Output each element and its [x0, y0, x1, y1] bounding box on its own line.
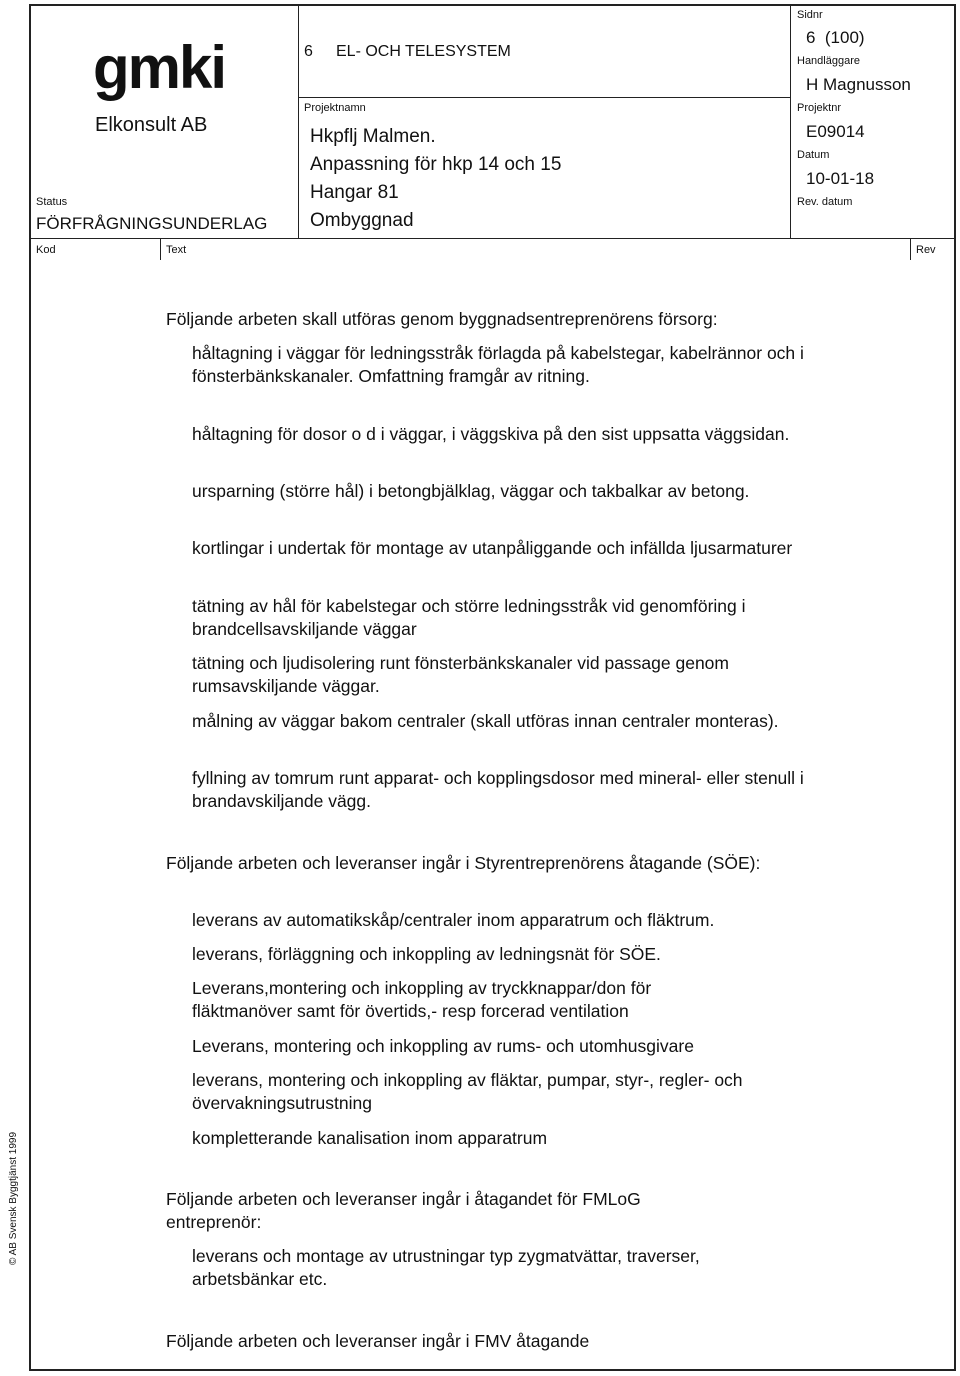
divider	[30, 238, 955, 239]
divider	[298, 97, 790, 98]
divider	[160, 238, 161, 260]
sidnr-label: Sidnr	[797, 9, 823, 21]
status-label: Status	[36, 196, 68, 208]
company-logo: gmki	[93, 34, 226, 101]
list-item: Leverans, montering och inkoppling av rums- och utomhusgivare	[192, 1036, 694, 1056]
section-intro: Följande arbeten och leveranser ingår i åtagandet för FMLoG entreprenör:	[166, 1189, 641, 1232]
list-item: målning av väggar bakom centraler (skall utföras innan centraler monteras).	[192, 711, 779, 731]
list-item: leverans, montering och inkoppling av fläktar, pumpar, styr-, regler- och övervakningsutrustning	[192, 1070, 743, 1113]
copyright-notice: © AB Svensk Byggtjänst 1999	[8, 1131, 19, 1265]
section-intro: Följande arbeten och leveranser ingår i FMV åtagande	[166, 1331, 590, 1351]
list-item: kompletterande kanalisation inom apparatrum	[192, 1128, 548, 1148]
divider	[298, 5, 299, 238]
datum-value: 10-01-18	[806, 169, 875, 188]
project-name-line: Hkpflj Malmen.	[310, 126, 436, 147]
project-name-line: Ombyggnad	[310, 210, 414, 231]
section-intro: Följande arbeten och leveranser ingår i Styrentreprenörens åtagande (SÖE):	[166, 853, 761, 873]
list-item: håltagning i väggar för ledningsstråk förlagda på kabelstegar, kabelrännor och i fönsterbänkskanaler. Omfattning framgår av ritning.	[192, 343, 804, 386]
list-item: tätning av hål för kabelstegar och större ledningsstråk vid genomföring i brandcellsavskiljande väggar	[192, 596, 746, 639]
rev-label: Rev	[916, 244, 936, 256]
list-item: fyllning av tomrum runt apparat- och kopplingsdosor med mineral- eller stenull i brandavskiljande vägg.	[192, 768, 804, 811]
company-name: Elkonsult AB	[95, 114, 208, 136]
list-item: Leverans,montering och inkoppling av tryckknappar/don för fläktmanöver samt för övertids,- resp forcerad ventilation	[192, 978, 652, 1021]
project-name	[310, 123, 561, 235]
rev-datum-label: Rev. datum	[797, 196, 853, 208]
kod-label: Kod	[36, 244, 56, 256]
projektnamn-label: Projektnamn	[304, 102, 366, 114]
project-name-line: Hangar 81	[310, 182, 399, 203]
status-value: FÖRFRÅGNINGSUNDERLAG	[36, 214, 268, 233]
projektnr-value: E09014	[806, 122, 865, 141]
sidnr-value: 6 (100)	[806, 28, 865, 47]
handlaggare-label: Handläggare	[797, 55, 860, 67]
list-item: leverans och montage av utrustningar typ zygmatvättar, traverser, arbetsbänkar etc.	[192, 1246, 700, 1289]
list-item: tätning och ljudisolering runt fönsterbänkskanaler vid passage genom rumsavskiljande väggar.	[192, 653, 729, 696]
list-item: håltagning för dosor o d i väggar, i väggskiva på den sist uppsatta väggsidan.	[192, 424, 790, 444]
chapter-title: EL- OCH TELESYSTEM	[336, 43, 511, 60]
project-name-line: Anpassning för hkp 14 och 15	[310, 154, 562, 175]
text-label: Text	[166, 244, 187, 256]
projektnr-label: Projektnr	[797, 102, 842, 114]
list-item: leverans, förläggning och inkoppling av ledningsnät för SÖE.	[192, 944, 661, 964]
handlaggare-value: H Magnusson	[806, 75, 911, 94]
section-intro: Följande arbeten skall utföras genom byggnadsentreprenörens försorg:	[166, 309, 718, 329]
divider	[910, 238, 911, 260]
list-item: ursparning (större hål) i betongbjälklag, väggar och takbalkar av betong.	[192, 481, 750, 501]
divider	[790, 5, 791, 238]
list-item: leverans av automatikskåp/centraler inom apparatrum och fläktrum.	[192, 910, 715, 930]
chapter-number: 6	[304, 43, 313, 60]
list-item: kortlingar i undertak för montage av utanpåliggande och infällda ljusarmaturer	[192, 538, 793, 558]
datum-label: Datum	[797, 149, 830, 161]
